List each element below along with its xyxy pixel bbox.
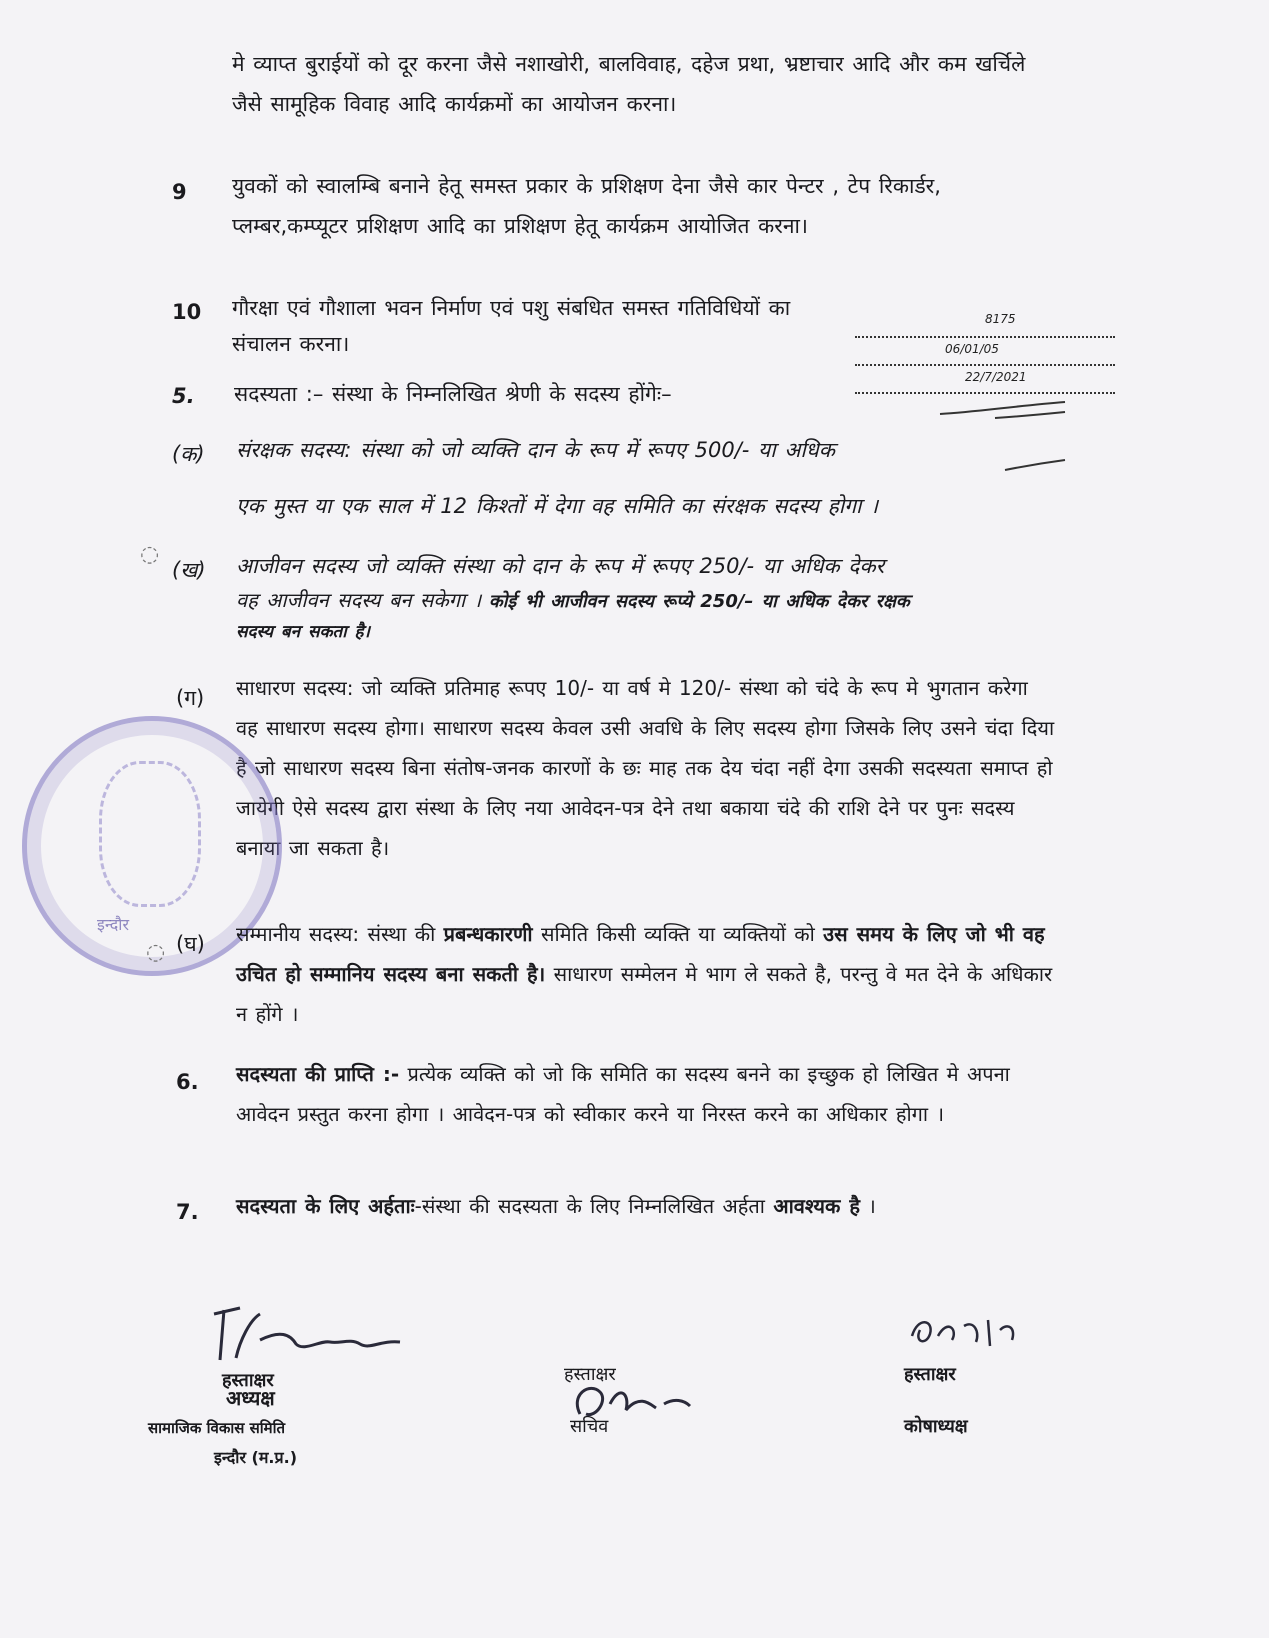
stamp-small-mark [995,440,1075,480]
section-5-number: 5. [172,384,195,408]
seal-text: इन्दौर [97,915,129,934]
item-9-number: 9 [172,180,187,204]
clause-gha-part3: समिति किसी व्यक्ति या व्यक्तियों को [532,922,824,946]
clause-kha-line3: सदस्य बन सकता है। [236,622,371,642]
clause-ka-label: (क) [172,442,205,466]
item-10-line1: गौरक्षा एवं गौशाला भवन निर्माण एवं पशु संबधित समस्त गतिविधियों का [232,296,791,320]
clause-gha-label: (घ) [176,932,205,956]
section-7-body-b: आवश्यक है [773,1194,860,1218]
secretary-role: सचिव [570,1416,609,1437]
section-7-text [236,1186,1066,1226]
smudge-mark-2: ◌ [146,940,166,965]
section-7-number: 7. [176,1200,199,1224]
reg-date-2: 22/7/2021 [965,370,1027,384]
president-place: इन्दौर (म.प्र.) [214,1448,298,1467]
clause-kha-line1: आजीवन सदस्य जो व्यक्ति संस्था को दान के रूप में रूपए 250/- या अधिक देकर [236,554,885,578]
clause-gha-part1: सम्मानीय सदस्य: संस्था की [236,922,444,946]
section-5-heading: सदस्यता :– संस्था के निम्नलिखित श्रेणी के सदस्य होंगेः– [234,382,672,406]
clause-gha-part5: साधारण सम्मेलन मे भाग ले सकते है, परन्तु वे मत देने के अधिकार न होंगे । [236,962,1053,1026]
section-7-heading: सदस्यता के लिए अर्हताः [236,1194,415,1218]
clause-ka-line2: एक मुस्त या एक साल में 12 किश्तों में देगा वह समिति का संरक्षक सदस्य होगा । [236,494,879,518]
clause-ga-label: (ग) [176,686,205,710]
clause-ka-line1: संरक्षक सदस्य: संस्था को जो व्यक्ति दान के रूप में रूपए 500/- या अधिक [236,438,835,462]
section-7-body-c: । [859,1194,876,1218]
section-6-body: प्रत्येक व्यक्ति को जो कि समिति का सदस्य बनने का इच्छुक हो लिखित मे अपना आवेदन प्रस्तुत करना होगा । आवेदन-पत्र को स्वीकार करने या निरस्त करने का अधिकार होगा । [236,1062,1010,1126]
president-role: अध्यक्ष [226,1386,275,1410]
clause-gha-part2: प्रबन्धकारणी [443,922,533,946]
section-6-text [236,1054,1056,1134]
treasurer-sign-label: हस्ताक्षर [904,1364,956,1385]
president-sign-label: हस्ताक्षर [222,1370,274,1391]
president-org: सामाजिक विकास समिति [148,1419,286,1437]
clause-kha-line2b: कोई भी आजीवन सदस्य रूप्ये 250/– या अधिक देकर रक्षक [488,591,910,612]
clause-kha-line2a: वह आजीवन सदस्य बन सकेगा । [236,588,482,612]
signature-president [200,1300,420,1370]
item-10-number: 10 [172,300,202,324]
item-9-text: युवकों को स्वालम्बि बनाने हेतू समस्त प्रकार के प्रशिक्षण देना जैसे कार पेन्टर , टेप रिकार्डर, प्लम्बर,कम्प्यूटर प्रशिक्षण आदि का प्रशिक्षण हेतू कार्यक्रम आयोजित करना। [232,174,941,238]
reg-number: 8175 [985,312,1016,326]
clause-kha-label: (ख) [172,558,206,582]
signature-treasurer [904,1306,1024,1356]
clause-gha-text [236,914,1056,1034]
treasurer-role: कोषाध्यक्ष [904,1416,968,1437]
clause-gha-part4: उस समय के लिए जो भी वह उचित हो सम्मानिय सदस्य बना सकती है। [236,922,1045,986]
section-6-number: 6. [176,1070,199,1094]
item-10-line2: संचालन करना। [232,332,350,356]
clause-ga-text: साधारण सदस्य: जो व्यक्ति प्रतिमाह रूपए 10/- या वर्ष मे 120/- संस्था को चंदे के रूप मे भुगतान करेगा वह साधारण सदस्य होगा। साधारण सदस्य केवल उसी अवधि के लिए सदस्य होगा जिसके लिए उसने चंदा दिया है जो साधारण सदस्य बिना संतोष-जनक कारणों के छः माह तक देय चंदा नहीं देगा उसकी सदस्यता समाप्त हो जायेगी ऐसे सदस्य द्वारा संस्था के लिए नया आवेदन-पत्र देने तथा बकाया चंदे की राशि देने पर पुनः सदस्य बनाया जा सकता है। [236,676,1055,860]
section-7-body-a: -संस्था की सदस्यता के लिए निम्नलिखित अर्हता [414,1194,774,1218]
secretary-sign-label: हस्ताक्षर [564,1364,616,1385]
section-6-heading: सदस्यता की प्राप्ति :- [236,1062,400,1086]
smudge-mark: ◌ [140,542,160,567]
intro-paragraph: मे व्याप्त बुराईयों को दूर करना जैसे नशाखोरी, बालविवाह, दहेज प्रथा, भ्रष्टाचार आदि और कम खर्चिले जैसे सामूहिक विवाह आदि कार्यक्रमों का आयोजन करना। [232,52,1026,116]
reg-date-1: 06/01/05 [945,342,999,356]
seal-inner-ring [99,761,201,907]
